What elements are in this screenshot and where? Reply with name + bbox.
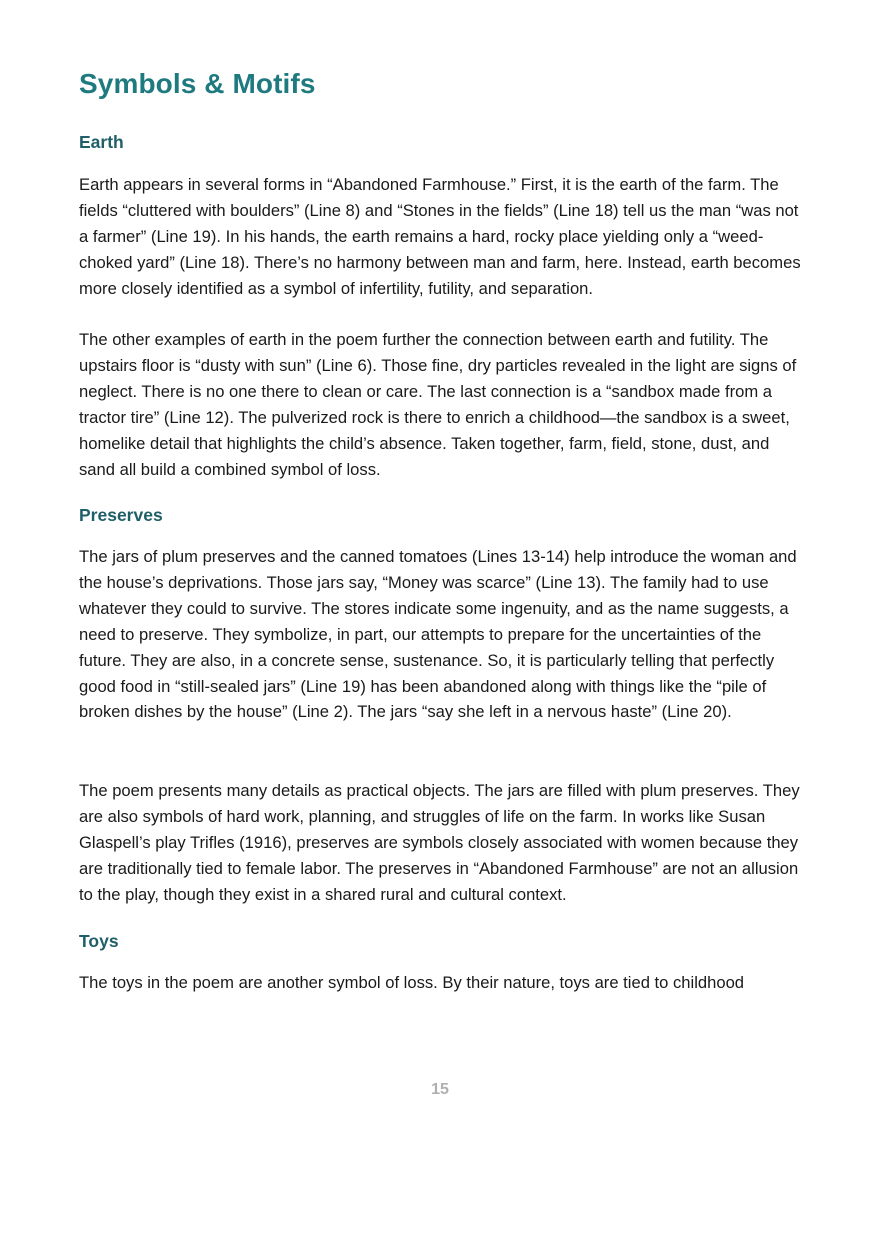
earth-paragraph-2: The other examples of earth in the poem further the connection between earth and futility. The upstairs floor is “dusty with sun” (Line 6). Those fine, dry particles revealed in the light are signs of neglect. There is no one there to clean or care. The last connection is a “sandbox made from a tractor tire” (Line 12). The pulverized rock is there to enrich a childhood—the sandbox is a sweet, homelike detail that highlights the child’s absence. Taken together, farm, field, stone, dust, and sand all build a combined symbol of loss. [79,330,797,479]
section-heading-earth: Earth [79,132,124,152]
toys-paragraph-1: The toys in the poem are another symbol of loss. By their nature, toys are tied to childhood [79,973,745,992]
section-heading-toys: Toys [79,931,119,951]
earth-paragraph-1: Earth appears in several forms in “Abandoned Farmhouse.” First, it is the earth of the farm. The fields “cluttered with boulders” (Line 8) and “Stones in the fields” (Line 18) tell us the man “was not a farmer” (Line 19). In his hands, the earth remains a hard, rocky place yielding only a “weed-choked yard” (Line 18). There’s no harmony between man and farm, here. Instead, earth becomes more closely identified as a symbol of infertility, futility, and separation. [79,175,801,298]
preserves-paragraph-2: The poem presents many details as practical objects. The jars are filled with plum preserves. They are also symbols of hard work, planning, and struggles of life on the farm. In works like Susan Glaspell’s play Trifles (1916), preserves are symbols closely associated with women because they are traditionally tied to female labor. The preserves in “Abandoned Farmhouse” are not an allusion to the play, though they exist in a shared rural and cultural context. [79,781,800,904]
page-number: 15 [431,1081,449,1098]
preserves-paragraph-1: The jars of plum preserves and the canned tomatoes (Lines 13-14) help introduce the woman and the house’s deprivations. Those jars say, “Money was scarce” (Line 13). The family had to use whatever they could to survive. The stores indicate some ingenuity, and as the name suggests, a need to preserve. They symbolize, in part, our attempts to prepare for the uncertainties of the future. They are also, in a concrete sense, sustenance. So, it is particularly telling that perfectly good food in “still-sealed jars” (Line 19) has been abandoned along with things like the “pile of broken dishes by the house” (Line 2). The jars “say she left in a nervous haste” (Line 20). [79,547,797,722]
section-heading-preserves: Preserves [79,505,163,525]
page-title: Symbols & Motifs [79,68,316,99]
